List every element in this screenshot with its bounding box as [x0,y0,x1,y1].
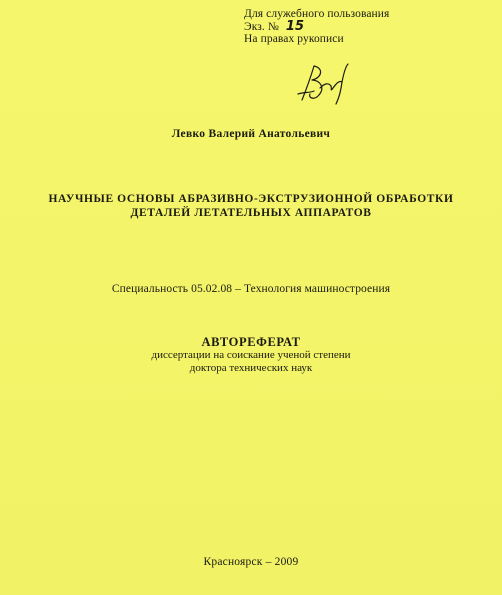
document-type-heading: АВТОРЕФЕРАТ [201,335,301,349]
description-line-1: диссертации на соискание ученой степени [151,349,351,361]
specialty-line: Специальность 05.02.08 – Технология машиностроения [111,283,391,295]
title-line-2: ДЕТАЛЕЙ ЛЕТАТЕЛЬНЫХ АППАРАТОВ [130,207,372,219]
manuscript-rights-label: На правах рукописи [244,33,344,45]
copy-number: 15 [285,18,305,34]
copy-label: Экз. № [244,20,279,33]
document-description [0,349,502,375]
restriction-stamp [244,8,389,46]
restriction-label: Для служебного пользования [244,8,390,20]
description-line-2: доктора технических наук [189,362,313,374]
title-line-1: НАУЧНЫЕ ОСНОВЫ АБРАЗИВНО-ЭКСТРУЗИОННОЙ ОБРАБОТКИ [48,193,454,205]
signature-image [284,58,364,108]
city-year-footer: Красноярск – 2009 [203,556,299,568]
author-name: Левко Валерий Анатольевич [171,128,331,140]
copy-number-line [244,18,389,34]
dissertation-title [0,192,502,220]
